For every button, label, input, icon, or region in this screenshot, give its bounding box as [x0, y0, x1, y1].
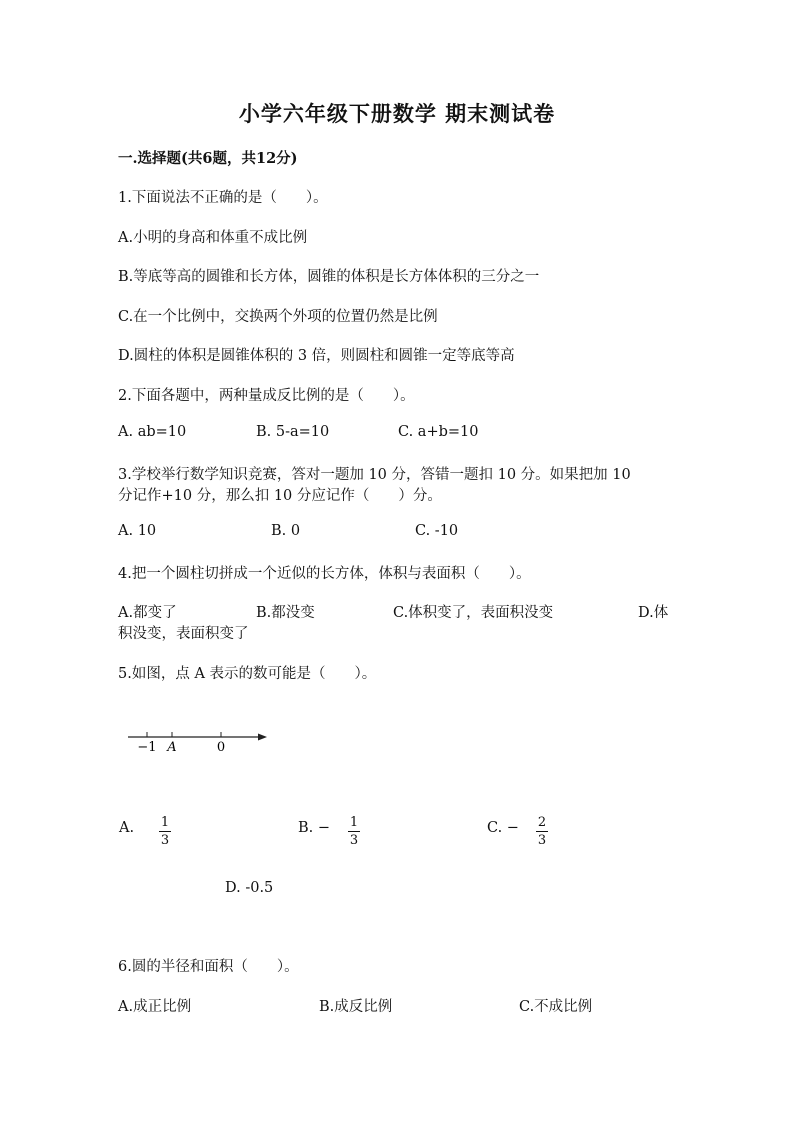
question-3-stem-line1: 3.学校举行数学知识竞赛，答对一题加 10 分，答错一题扣 10 分。如果把加 10 [118, 467, 631, 483]
number-line-figure [125, 722, 270, 758]
question-2-option-a: A. ab=10 [118, 424, 187, 440]
fraction-numerator: 1 [160, 815, 170, 830]
question-2-option-c: C. a+b=10 [398, 424, 479, 440]
question-1-option-c: C.在一个比例中，交换两个外项的位置仍然是比例 [118, 309, 438, 325]
question-1-option-a: A.小明的身高和体重不成比例 [118, 230, 308, 246]
label-point-a: A [167, 740, 177, 755]
question-3-stem-line2: 分记作+10 分，那么扣 10 分应记作（ ）分。 [118, 488, 442, 504]
fraction-denominator: 3 [160, 833, 170, 848]
question-3-option-a: A. 10 [118, 523, 157, 539]
question-1-option-d: D.圆柱的体积是圆锥体积的 3 倍，则圆柱和圆锥一定等底等高 [118, 348, 515, 364]
question-5-option-d: D. -0.5 [225, 880, 274, 896]
label-zero: 0 [216, 740, 226, 755]
question-5-option-b-fraction [348, 815, 360, 848]
question-1-option-b: B.等底等高的圆锥和长方体，圆锥的体积是长方体体积的三分之一 [118, 269, 540, 285]
question-3-option-c: C. -10 [415, 523, 459, 539]
question-1-stem: 1.下面说法不正确的是（ ）。 [118, 190, 328, 206]
question-6-option-a: A.成正比例 [118, 999, 192, 1015]
question-4-option-b: B.都没变 [256, 605, 315, 621]
question-6-stem: 6.圆的半径和面积（ ）。 [118, 959, 299, 975]
fraction-denominator: 3 [349, 833, 359, 848]
fraction-numerator: 2 [537, 815, 547, 830]
question-4-option-a: A.都变了 [118, 605, 177, 621]
question-5-option-c-prefix: C. − [487, 820, 519, 836]
question-2-option-b: B. 5-a=10 [256, 424, 330, 440]
page-title: 小学六年级下册数学 期末测试卷 [238, 101, 556, 126]
question-5-stem: 5.如图，点 A 表示的数可能是（ ）。 [118, 666, 377, 682]
question-4-stem: 4.把一个圆柱切拼成一个近似的长方体，体积与表面积（ ）。 [118, 566, 531, 582]
fraction-bar [159, 831, 171, 832]
fraction-denominator: 3 [537, 833, 547, 848]
section-heading: 一.选择题(共6题，共12分) [118, 150, 298, 167]
question-6-option-c: C.不成比例 [519, 999, 593, 1015]
label-neg1: −1 [137, 740, 157, 755]
question-5-option-b-prefix: B. − [298, 820, 331, 836]
fraction-bar [536, 831, 548, 832]
question-3-option-b: B. 0 [271, 523, 301, 539]
question-2-stem: 2.下面各题中，两种量成反比例的是（ ）。 [118, 388, 415, 404]
question-5-option-c-fraction [536, 815, 548, 848]
arrow-head-icon [258, 734, 267, 741]
question-5-option-a-fraction [159, 815, 171, 848]
fraction-numerator: 1 [349, 815, 359, 830]
question-4-option-d-continued: 积没变，表面积变了 [118, 626, 249, 642]
fraction-bar [348, 831, 360, 832]
question-5-option-a-prefix: A. [119, 820, 135, 836]
question-4-option-d-start: D.体 [638, 605, 669, 621]
question-4-option-c: C.体积变了，表面积没变 [393, 605, 554, 621]
question-6-option-b: B.成反比例 [319, 999, 393, 1015]
